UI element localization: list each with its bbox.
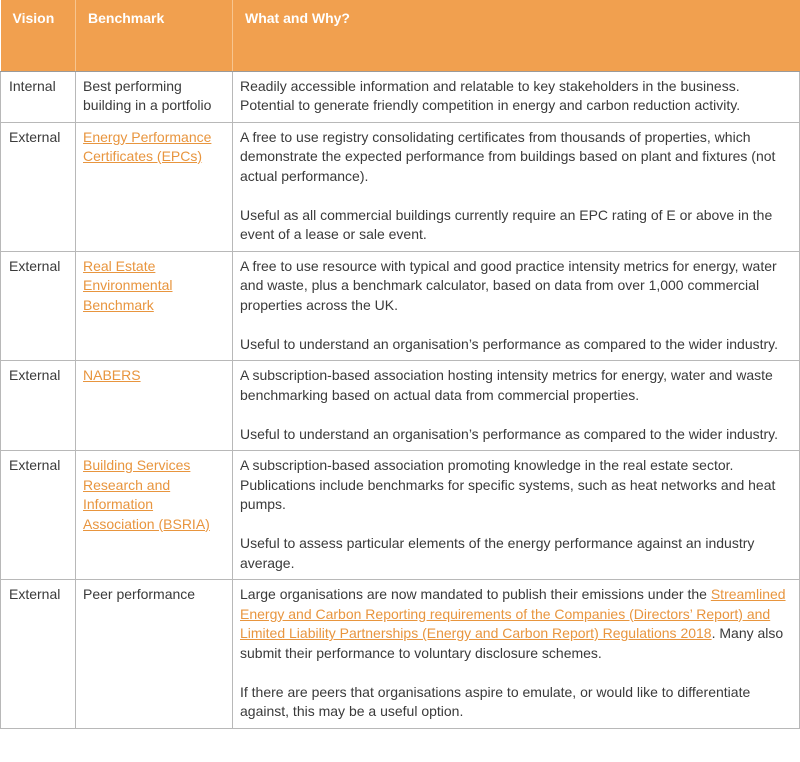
what-paragraph: Useful to understand an organisation’s performance as compared to the wider industry.	[240, 335, 779, 352]
what-cell	[233, 251, 800, 361]
benchmark-cell: Best performing building in a portfolio	[76, 71, 233, 122]
what-paragraph: A subscription-based association promoting knowledge in the real estate sector. Publications include benchmarks for specific systems, such as heat networks and heat pumps.	[240, 457, 776, 512]
table-row	[1, 71, 800, 122]
header-benchmark: Benchmark	[76, 0, 233, 71]
what-paragraph: Useful as all commercial buildings currently require an EPC rating of E or above in the event of a lease or sale event.	[240, 206, 773, 242]
vision-cell: External	[1, 251, 76, 361]
vision-cell: External	[1, 122, 76, 251]
header-row	[1, 0, 800, 71]
table-row	[1, 580, 800, 729]
what-paragraph: If there are peers that organisations aspire to emulate, or would like to differentiate against, this may be a useful option.	[240, 683, 751, 719]
real-estate-environmental-benchmark-link[interactable]: Real Estate Environmental Benchmark	[83, 257, 173, 313]
secr-regulations-link[interactable]: Streamlined Energy and Carbon Reporting requirements of the Companies (Directors’ Report) and Limited Liability Partnerships (Energy and Carbon Report) Regulations 2018	[240, 586, 786, 641]
what-paragraph: Readily accessible information and relatable to key stakeholders in the business. Potential to generate friendly competition in energy and carbon reduction activity.	[240, 77, 741, 113]
table-row	[1, 361, 800, 451]
header-vision: Vision	[1, 0, 76, 71]
nabers-link[interactable]: NABERS	[83, 367, 141, 383]
vision-cell: External	[1, 361, 76, 451]
what-paragraph: Useful to understand an organisation’s performance as compared to the wider industry.	[240, 425, 779, 442]
table-row	[1, 122, 800, 251]
vision-cell: Internal	[1, 71, 76, 122]
what-cell	[233, 71, 800, 122]
table-row	[1, 451, 800, 580]
benchmark-cell: Peer performance	[76, 580, 233, 729]
what-paragraph: A subscription-based association hosting intensity metrics for energy, water and waste benchmarking based on actual data from commercial properties.	[240, 367, 773, 403]
what-paragraph	[240, 585, 793, 663]
benchmark-cell	[76, 251, 233, 361]
what-cell	[233, 361, 800, 451]
vision-cell: External	[1, 451, 76, 580]
benchmark-cell	[76, 451, 233, 580]
what-cell	[233, 451, 800, 580]
what-paragraph: A free to use resource with typical and good practice intensity metrics for energy, water and waste, plus a benchmark calculator, based on data from over 1,000 commercial properties across the UK.	[240, 257, 777, 313]
header-what-and-why: What and Why?	[233, 0, 800, 71]
table-row	[1, 251, 800, 361]
what-outro-text: . Many also submit their performance to voluntary disclosure schemes.	[240, 625, 784, 661]
bsria-link[interactable]: Building Services Research and Information Association (BSRIA)	[83, 457, 210, 532]
epc-link[interactable]: Energy Performance Certificates (EPCs)	[83, 128, 212, 164]
what-paragraph: Useful to assess particular elements of the energy performance against an industry average.	[240, 535, 755, 571]
benchmark-cell	[76, 361, 233, 451]
what-intro-text: Large organisations are now mandated to publish their emissions under the	[240, 586, 711, 602]
vision-cell: External	[1, 580, 76, 729]
what-paragraph: A free to use registry consolidating certificates from thousands of properties, which demonstrate the expected performance from buildings based on plant and fixtures (not actual performance).	[240, 128, 776, 184]
what-cell	[233, 122, 800, 251]
benchmark-cell	[76, 122, 233, 251]
what-cell	[233, 580, 800, 729]
